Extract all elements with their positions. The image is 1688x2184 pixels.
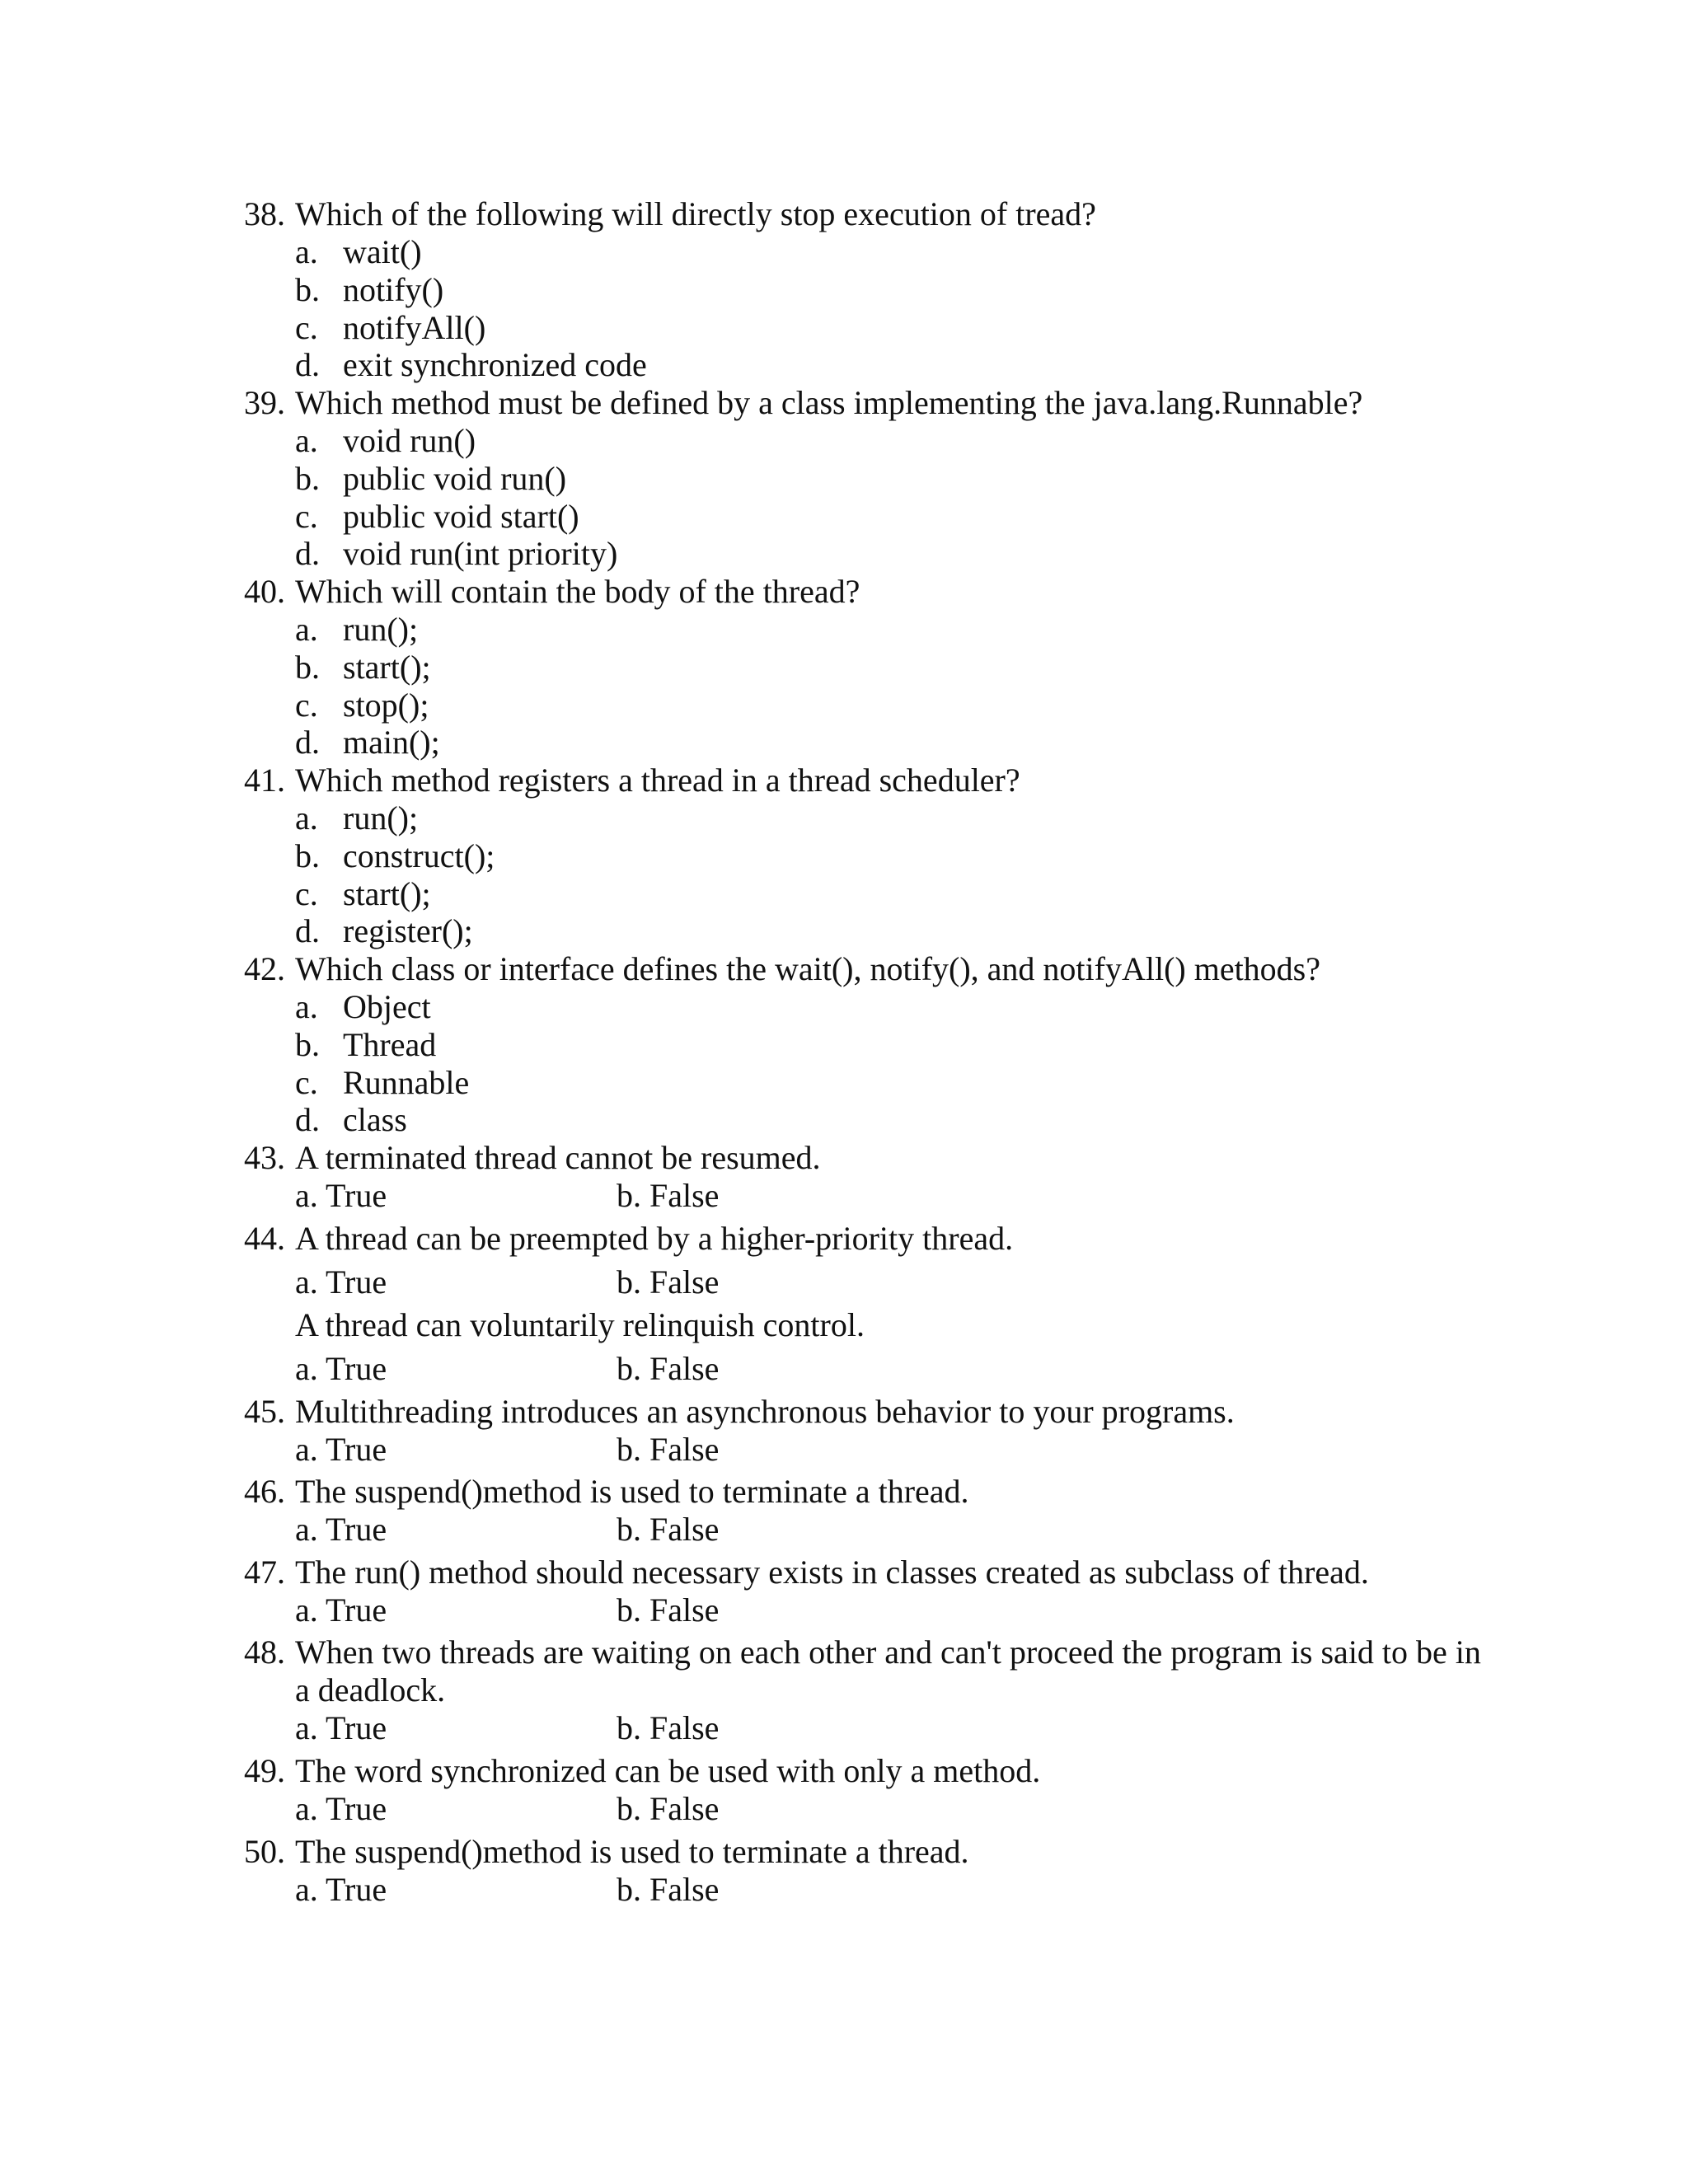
option-text: start(); xyxy=(343,875,431,912)
true-option: a. True xyxy=(295,1871,387,1908)
question-text: Which method must be defined by a class implementing the java.lang.Runnable? xyxy=(295,384,1363,421)
option-text: run(); xyxy=(343,799,419,837)
option-text: notifyAll() xyxy=(343,309,486,346)
question-number: 39. xyxy=(244,384,285,421)
question-text: Which will contain the body of the thread? xyxy=(295,573,860,610)
question-text: Which method registers a thread in a thread scheduler? xyxy=(295,762,1020,799)
option-letter: b. xyxy=(295,271,320,308)
false-option: b. False xyxy=(617,1591,720,1629)
option-text: run(); xyxy=(343,611,419,648)
true-option: a. True xyxy=(295,1511,387,1548)
option-letter: d. xyxy=(295,346,320,383)
question-number: 38. xyxy=(244,195,285,232)
question-text: Which class or interface defines the wait(), notify(), and notifyAll() methods? xyxy=(295,950,1321,987)
option-text: construct(); xyxy=(343,837,495,874)
option-letter: c. xyxy=(295,498,318,535)
true-option: a. True xyxy=(295,1431,387,1468)
question-text: A terminated thread cannot be resumed. xyxy=(295,1139,821,1176)
question-text: The run() method should necessary exists in classes created as subclass of thread. xyxy=(295,1554,1369,1591)
option-letter: a. xyxy=(295,799,318,837)
option-letter: c. xyxy=(295,1064,318,1101)
option-letter: c. xyxy=(295,875,318,912)
option-text: start(); xyxy=(343,649,431,686)
question-text: The word synchronized can be used with only a method. xyxy=(295,1752,1041,1789)
question-number: 40. xyxy=(244,573,285,610)
question-number: 41. xyxy=(244,762,285,799)
option-text: notify() xyxy=(343,271,444,308)
option-text: stop(); xyxy=(343,687,429,724)
option-letter: c. xyxy=(295,309,318,346)
false-option: b. False xyxy=(617,1263,720,1301)
false-option: b. False xyxy=(617,1431,720,1468)
question-number: 49. xyxy=(244,1752,285,1789)
question-text: A thread can be preempted by a higher-priority thread. xyxy=(295,1220,1014,1257)
option-letter: b. xyxy=(295,1026,320,1063)
question-text: When two threads are waiting on each other and can't proceed the program is said to be in xyxy=(295,1633,1481,1671)
option-text: public void run() xyxy=(343,460,567,497)
option-letter: a. xyxy=(295,233,318,270)
option-letter: d. xyxy=(295,724,320,761)
option-letter: a. xyxy=(295,611,318,648)
question-number: 50. xyxy=(244,1833,285,1870)
option-text: register(); xyxy=(343,912,473,949)
question-number: 44. xyxy=(244,1220,285,1257)
option-letter: d. xyxy=(295,912,320,949)
question-number: 48. xyxy=(244,1633,285,1671)
option-letter: d. xyxy=(295,1101,320,1138)
option-letter: b. xyxy=(295,837,320,874)
question-text: The suspend()method is used to terminate a thread. xyxy=(295,1473,969,1510)
false-option: b. False xyxy=(617,1177,720,1214)
option-text: Runnable xyxy=(343,1064,470,1101)
question-text: A thread can voluntarily relinquish control. xyxy=(295,1306,865,1343)
option-letter: a. xyxy=(295,988,318,1025)
true-option: a. True xyxy=(295,1709,387,1746)
false-option: b. False xyxy=(617,1871,720,1908)
true-option: a. True xyxy=(295,1350,387,1387)
true-option: a. True xyxy=(295,1263,387,1301)
option-letter: a. xyxy=(295,422,318,459)
option-letter: b. xyxy=(295,460,320,497)
false-option: b. False xyxy=(617,1511,720,1548)
question-number: 42. xyxy=(244,950,285,987)
option-text: Thread xyxy=(343,1026,437,1063)
question-text: Which of the following will directly stop execution of tread? xyxy=(295,195,1096,232)
option-letter: d. xyxy=(295,535,320,572)
true-option: a. True xyxy=(295,1591,387,1629)
option-text: exit synchronized code xyxy=(343,346,647,383)
question-text: Multithreading introduces an asynchronous behavior to your programs. xyxy=(295,1393,1235,1430)
option-letter: b. xyxy=(295,649,320,686)
false-option: b. False xyxy=(617,1350,720,1387)
option-text: public void start() xyxy=(343,498,579,535)
true-option: a. True xyxy=(295,1177,387,1214)
question-text-continued: a deadlock. xyxy=(295,1671,446,1708)
option-text: class xyxy=(343,1101,407,1138)
option-text: void run(int priority) xyxy=(343,535,618,572)
question-number: 43. xyxy=(244,1139,285,1176)
option-text: void run() xyxy=(343,422,476,459)
option-letter: c. xyxy=(295,687,318,724)
true-option: a. True xyxy=(295,1790,387,1827)
question-text: The suspend()method is used to terminate a thread. xyxy=(295,1833,969,1870)
option-text: Object xyxy=(343,988,431,1025)
false-option: b. False xyxy=(617,1790,720,1827)
option-text: wait() xyxy=(343,233,422,270)
false-option: b. False xyxy=(617,1709,720,1746)
question-number: 47. xyxy=(244,1554,285,1591)
option-text: main(); xyxy=(343,724,440,761)
question-number: 46. xyxy=(244,1473,285,1510)
question-number: 45. xyxy=(244,1393,285,1430)
